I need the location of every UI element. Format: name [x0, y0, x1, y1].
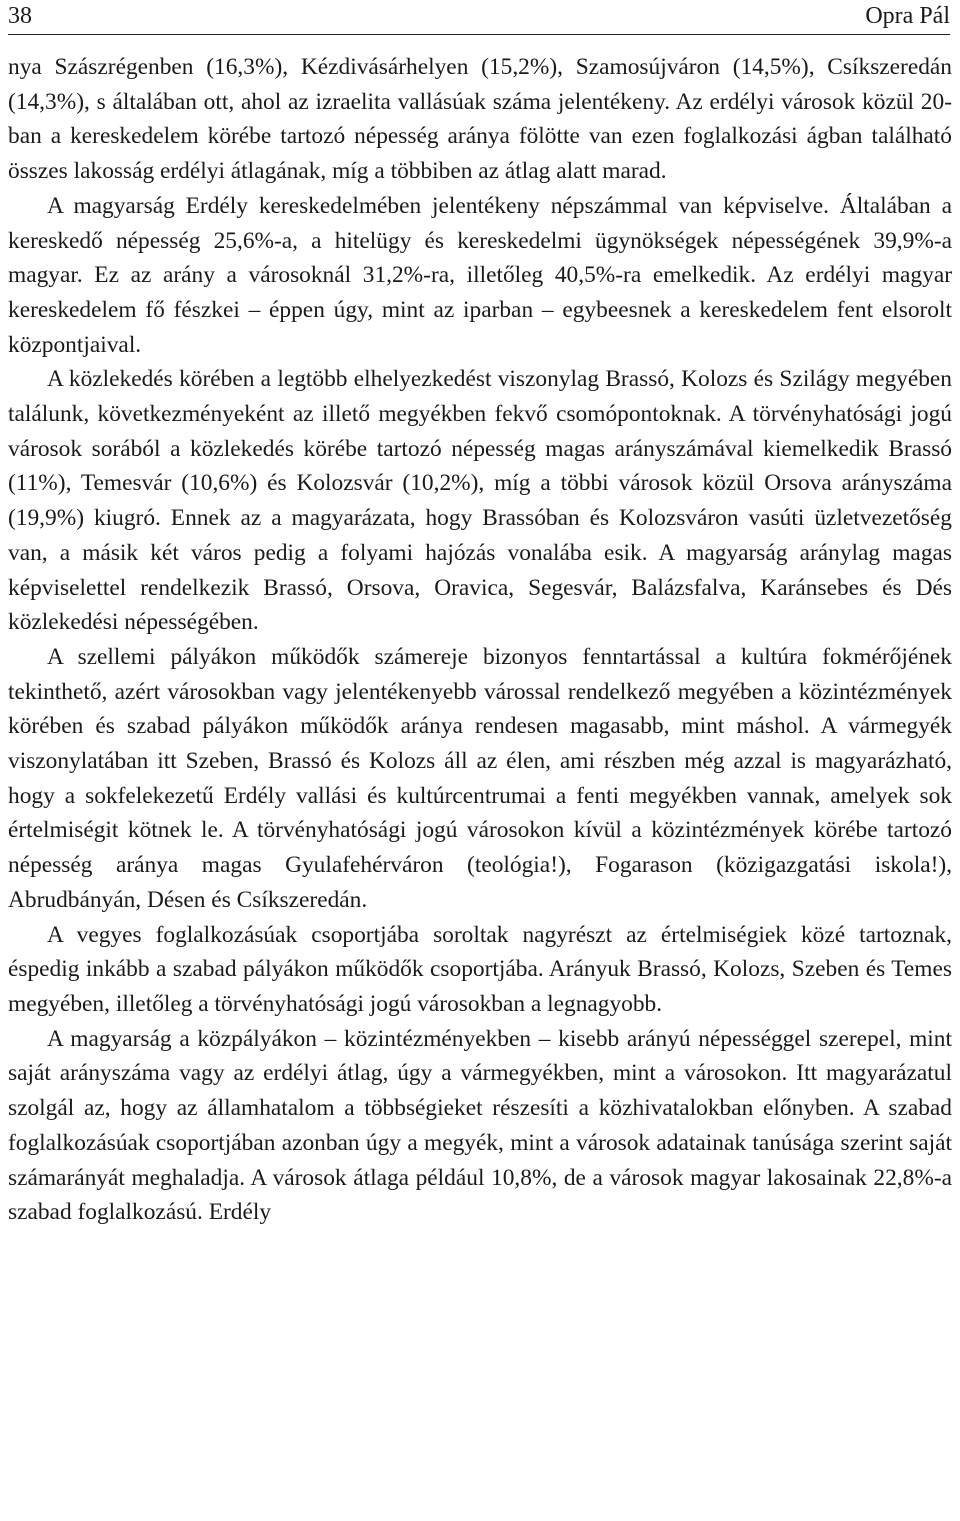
paragraph-transport: A közlekedés körében a legtöbb elhelyezkedést viszonylag Brassó, Kolozs és Szilágy megyében találunk, következményeként az illető megyékben fekvő csomópontoknak. A törvényhatósági jogú városok sorából a közlekedés körébe tartozó népesség magas arányszámával kiemelkedik Brassó (11%), Temesvár (10,6%) és Kolozsvár (10,2%), míg a többi városok közül Orsova arányszáma (19,9%) kiugró. Ennek az a magyarázata, hogy Brassóban és Kolozsváron vasúti üzletvezetőség van, a másik két város pedig a folyami hajózás vonalába esik. A magyarság aránylag magas képviselettel rendelkezik Brassó, Orsova, Oravica, Segesvár, Balázsfalva, Karánsebes és Dés közlekedési népességében.	[8, 366, 952, 636]
running-head-author: Opra Pál	[865, 3, 950, 29]
paragraph-continued: nya Szászrégenben (16,3%), Kézdivásárhelyen (15,2%), Szamosújváron (14,5%), Csíkszeredán (14,3%), s általában ott, ahol az izraelita vallásúak száma jelentékeny. Az erdélyi városok közül 20-ban a kereskedelem körébe tartozó népesség aránya fölötte van ezen foglalkozási ágban található összes lakosság erdélyi átlagának, míg a többiben az átlag alatt marad.	[8, 54, 952, 185]
page-header	[8, 0, 950, 35]
paragraph-commerce: A magyarság Erdély kereskedelmében jelentékeny népszámmal van képviselve. Általában a kereskedő népesség 25,6%-a, a hitelügy és kereskedelmi ügynökségek népességének 39,9%-a magyar. Ez az arány a városoknál 31,2%-ra, illetőleg 40,5%-ra emelkedik. Az erdélyi magyar kereskedelem fő fészkei – éppen úgy, mint az iparban – egybeesnek a kereskedelem fent elsorolt központjaival.	[8, 192, 952, 358]
page-number: 38	[8, 3, 32, 29]
paragraph-mixed-occupations: A vegyes foglalkozásúak csoportjába soroltak nagyrészt az értelmiségiek közé tartoznak, éspedig inkább a szabad pályákon működők csoportjába. Arányuk Brassó, Kolozs, Szeben és Temes megyében, illetőleg a törvényhatósági jogú városokban a legnagyobb.	[8, 921, 952, 1017]
body-text	[8, 50, 952, 1230]
paragraph-public-service: A magyarság a közpályákon – közintézményekben – kisebb arányú népességgel szerepel, mint saját arányszáma vagy az erdélyi átlag, úgy a vármegyékben, mint a városokon. Itt magyarázatul szolgál az, hogy az államhatalom a többségieket részesíti a közhivatalokban előnyben. A szabad foglalkozásúak csoportjában azonban úgy a megyék, mint a városok adatainak tanúsága szerint saját számarányát meghaladja. A városok átlaga például 10,8%, de a városok magyar lakosainak 22,8%-a szabad foglalkozású. Erdély	[8, 1025, 952, 1226]
paragraph-intellectual-professions: A szellemi pályákon működők számereje bizonyos fenntartással a kultúra fokmérőjének tekinthető, azért városokban vagy jelentékenyebb várossal rendelkező megyében a közintézmények körében és szabad pályákon működők aránya rendesen magasabb, mint máshol. A vármegyék viszonylatában itt Szeben, Brassó és Kolozs áll az élen, ami részben még azzal is magyarázható, hogy a sokfelekezetű Erdély vallási és kultúrcentrumai a fenti megyékben vannak, amelyek sok értelmiségit kötnek le. A törvényhatósági jogú városokon kívül a közintézmények körébe tartozó népesség aránya magas Gyulafehérváron (teológia!), Fogarason (közigazgatási iskola!), Abrudbányán, Désen és Csíkszeredán.	[8, 643, 952, 913]
